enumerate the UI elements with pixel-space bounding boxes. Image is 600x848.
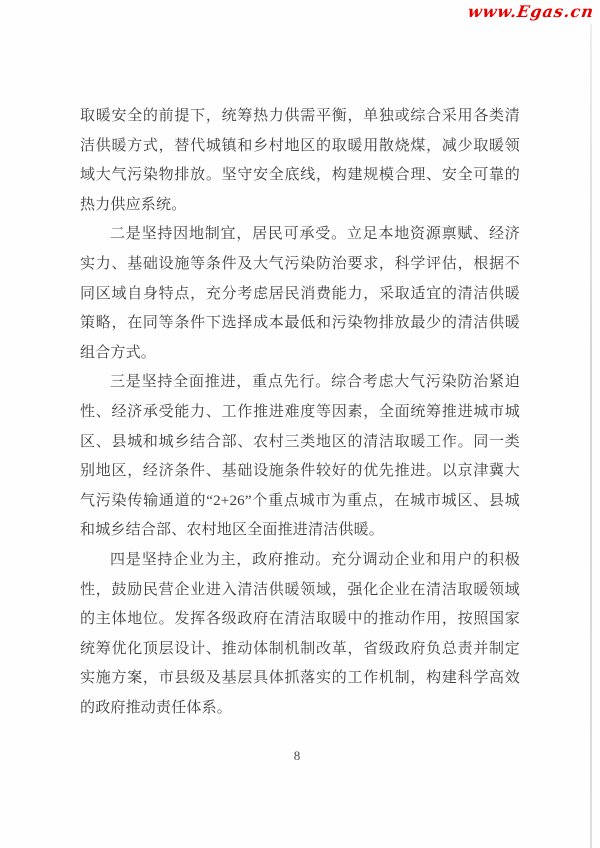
paragraph-principle-four: 四是坚持企业为主，政府推动。充分调动企业和用户的积极性，鼓励民营企业进入清洁供暖领域，强化企业在清洁取暖领域的主体地位。发挥各级政府在清洁取暖中的推动作用，按照国家统筹优化顶层设计、推动体制机制改革，省级政府负总责并制定实施方案，市县级及基层具体抓落实的工作机制，构建科学高效的政府推动责任体系。 xyxy=(80,551,520,716)
document-body xyxy=(80,102,520,723)
scan-artifact-line xyxy=(590,24,592,848)
paragraph-principle-three: 三是坚持全面推进，重点先行。综合考虑大气污染防治紧迫性、经济承受能力、工作推进难度等因素，全面统筹推进城市城区、县城和城乡结合部、农村三类地区的清洁取暖工作。同一类别地区，经济条件、基础设施条件较好的优先推进。以京津冀大气污染传输通道的“2+26”个重点城市为重点，在城市城区、县城和城乡结合部、农村地区全面推进清洁供暖。 xyxy=(80,374,520,539)
paragraph-principle-two: 二是坚持因地制宜，居民可承受。立足本地资源禀赋、经济实力、基础设施等条件及大气污染防治要求，科学评估，根据不同区域自身特点，充分考虑居民消费能力，采取适宜的清洁供暖策略，在同等条件下选择成本最低和污染物排放最少的清洁供暖组合方式。 xyxy=(80,226,520,361)
watermark-url-text: www.Egas.cn xyxy=(466,2,596,21)
paragraph-heating-safety: 取暖安全的前提下，统筹热力供需平衡，单独或综合采用各类清洁供暖方式，替代城镇和乡村地区的取暖用散烧煤，减少取暖领域大气污染物排放。坚守安全底线，构建规模合理、安全可靠的热力供应系统。 xyxy=(80,108,520,213)
page-number: 8 xyxy=(293,748,301,763)
